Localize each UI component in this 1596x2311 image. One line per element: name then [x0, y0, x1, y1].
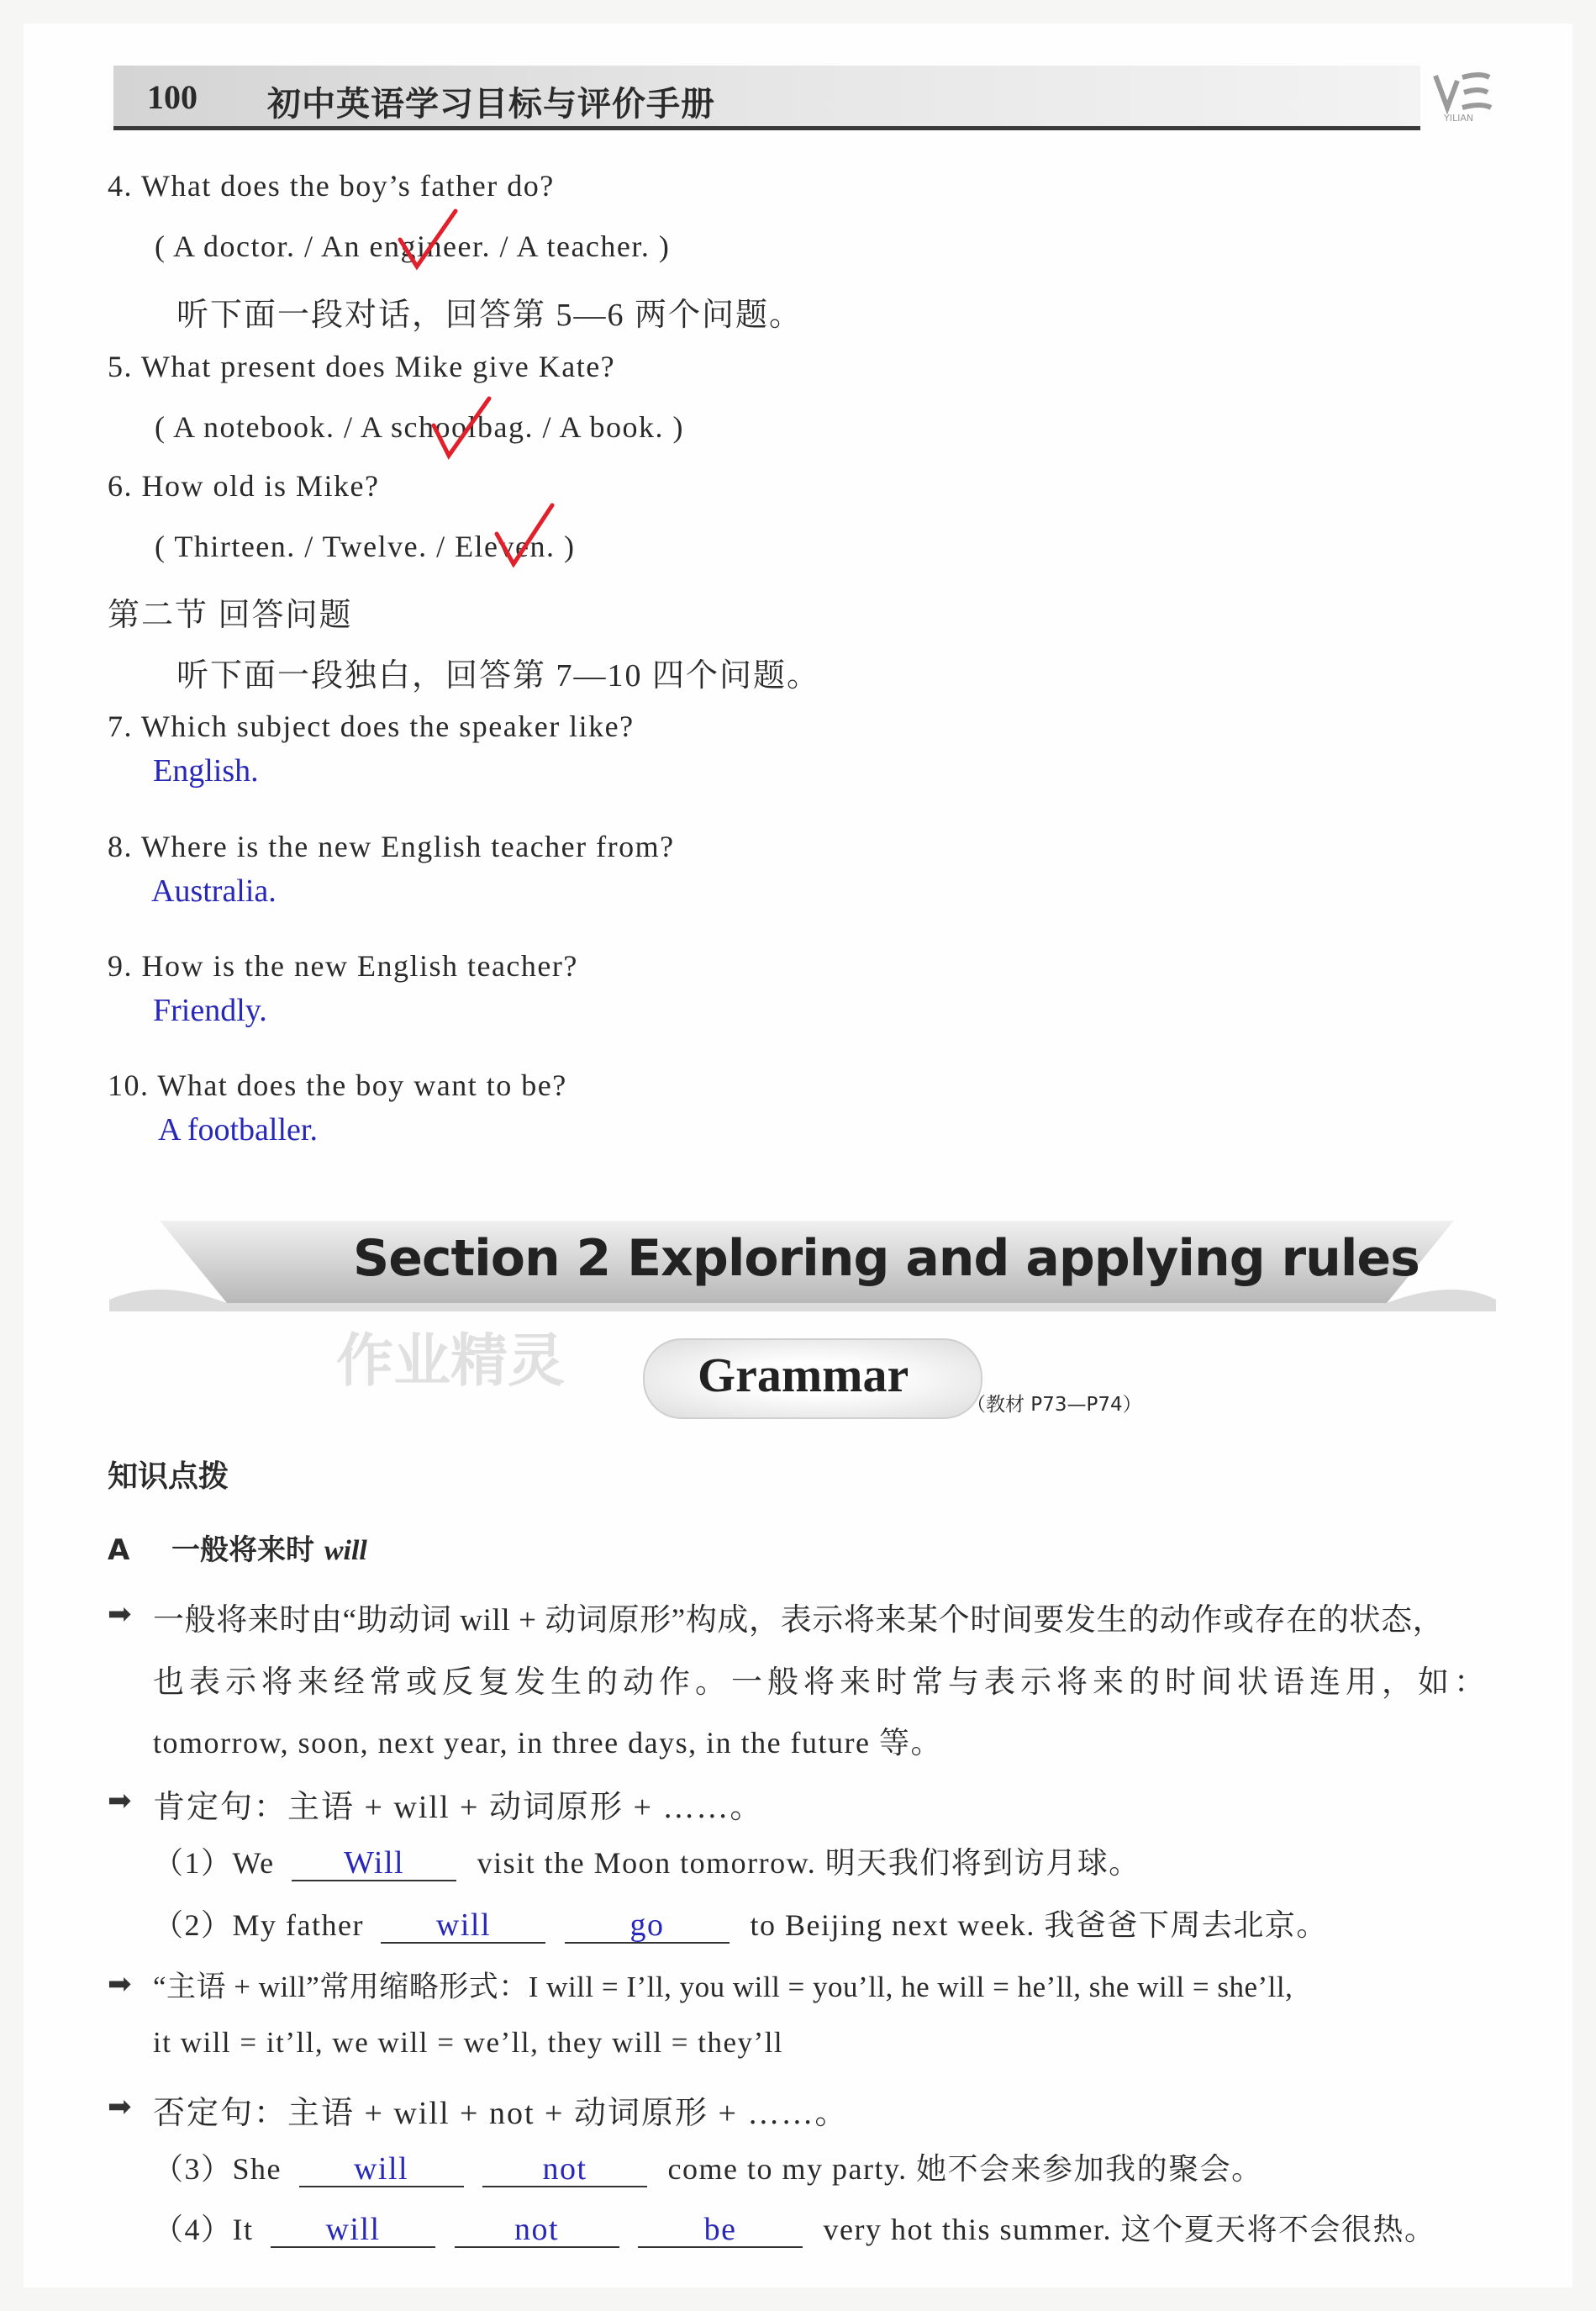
textbook-pages: （教材 P73—P74）	[967, 1394, 1142, 1416]
question-5: 5. What present does Mike give Kate?	[108, 350, 616, 383]
watermark: 作业精灵	[336, 1328, 566, 1395]
example-4-suffix: very hot this summer. 这个夏天将不会很热。	[823, 2213, 1436, 2246]
rule-paragraph-1-line3: tomorrow, soon, next year, in three days, in the future 等。	[153, 1726, 943, 1760]
question-8: 8. Where is the new English teacher from?	[108, 830, 675, 863]
question-6: 6. How old is Mike?	[108, 469, 380, 503]
grammar-title: Grammar	[698, 1348, 909, 1402]
example-1	[153, 1839, 1140, 1882]
question-9: 9. How is the new English teacher?	[108, 949, 578, 983]
arrow-bullet-icon: ➡	[108, 1784, 132, 1818]
answer-9: Friendly.	[153, 993, 267, 1028]
arrow-bullet-icon: ➡	[108, 1597, 132, 1631]
arrow-bullet-icon: ➡	[108, 1967, 132, 2001]
checkmark-icon	[395, 206, 462, 273]
section-title: Section 2 Exploring and applying rules	[353, 1229, 1420, 1288]
example-2-suffix: to Beijing next week. 我爸爸下周去北京。	[750, 1908, 1328, 1942]
instruction-7-10: 听下面一段独白，回答第 7—10 四个问题。	[176, 658, 821, 694]
contraction-rule-line2: it will = it’ll, we will = we’ll, they will = they’ll	[153, 2026, 784, 2059]
example-1-prefix: （1）We	[153, 1846, 275, 1880]
example-4-prefix: （4）It	[153, 2213, 254, 2246]
question-7: 7. Which subject does the speaker like?	[108, 710, 635, 743]
subheading-text: 一般将来时	[171, 1533, 315, 1567]
subheading-letter: A	[108, 1533, 130, 1567]
example-1-blank-1: Will	[292, 1846, 456, 1881]
subheading-a	[108, 1527, 367, 1568]
checkmark-icon	[429, 395, 496, 462]
contraction-rule-line1: “主语 + will”常用缩略形式：I will = I’ll, you will = you’ll, he will = he’ll, she will = she’ll,	[153, 1971, 1293, 2003]
example-1-suffix: visit the Moon tomorrow. 明天我们将到访月球。	[477, 1846, 1140, 1880]
example-3-blank-2: not	[482, 2152, 647, 2187]
rule-paragraph-1-line2: 也表示将来经常或反复发生的动作。一般将来时常与表示将来的时间状语连用，如：	[153, 1665, 1490, 1700]
book-title: 初中英语学习目标与评价手册	[267, 85, 715, 124]
example-4	[153, 2206, 1435, 2249]
logo-text: YILIAN	[1444, 113, 1474, 124]
subheading-word: will	[324, 1535, 367, 1566]
answer-7: English.	[153, 753, 259, 789]
example-2-blank-2: go	[565, 1908, 730, 1944]
checkmark-icon	[492, 500, 559, 567]
question-5-options: ( A notebook. / A schoolbag. / A book. )	[155, 410, 685, 444]
answer-8: Australia.	[151, 873, 277, 909]
negative-rule: 否定句：主语 + will + not + 动词原形 + ……。	[153, 2096, 849, 2131]
example-2-blank-1: will	[381, 1908, 545, 1944]
answer-10: A football​er.	[158, 1112, 318, 1148]
example-2-prefix: （2）My father	[153, 1908, 364, 1942]
example-3-prefix: （3）She	[153, 2152, 282, 2186]
logo-icon	[1429, 66, 1496, 126]
example-3	[153, 2145, 1263, 2188]
example-4-blank-1: will	[271, 2213, 435, 2248]
example-3-blank-1: will	[299, 2152, 464, 2187]
knowledge-heading: 知识点拨	[108, 1459, 229, 1494]
question-4-options: ( A doctor. / An engineer. / A teacher. )	[155, 230, 671, 263]
example-4-blank-2: not	[455, 2213, 619, 2248]
rule-paragraph-1-line1: 一般将来时由“助动词 will + 动词原形”构成，表示将来某个时间要发生的动作或存在的状态，	[153, 1603, 1445, 1638]
question-4: 4. What does the boy’s father do?	[108, 169, 555, 203]
example-3-suffix: come to my party. 她不会来参加我的聚会。	[667, 2152, 1263, 2186]
example-2	[153, 1902, 1328, 1944]
question-10: 10. What does the boy want to be?	[108, 1068, 567, 1102]
page-number: 100	[147, 78, 198, 116]
instruction-5-6: 听下面一段对话，回答第 5—6 两个问题。	[176, 298, 803, 333]
part2-heading: 第二节 回答问题	[108, 598, 353, 633]
example-4-blank-3: be	[638, 2213, 803, 2248]
question-6-options: ( Thirteen. / Twelve. / Eleven. )	[155, 530, 576, 563]
affirmative-rule: 肯定句：主语 + will + 动词原形 + ……。	[153, 1790, 764, 1825]
arrow-bullet-icon: ➡	[108, 2090, 132, 2124]
